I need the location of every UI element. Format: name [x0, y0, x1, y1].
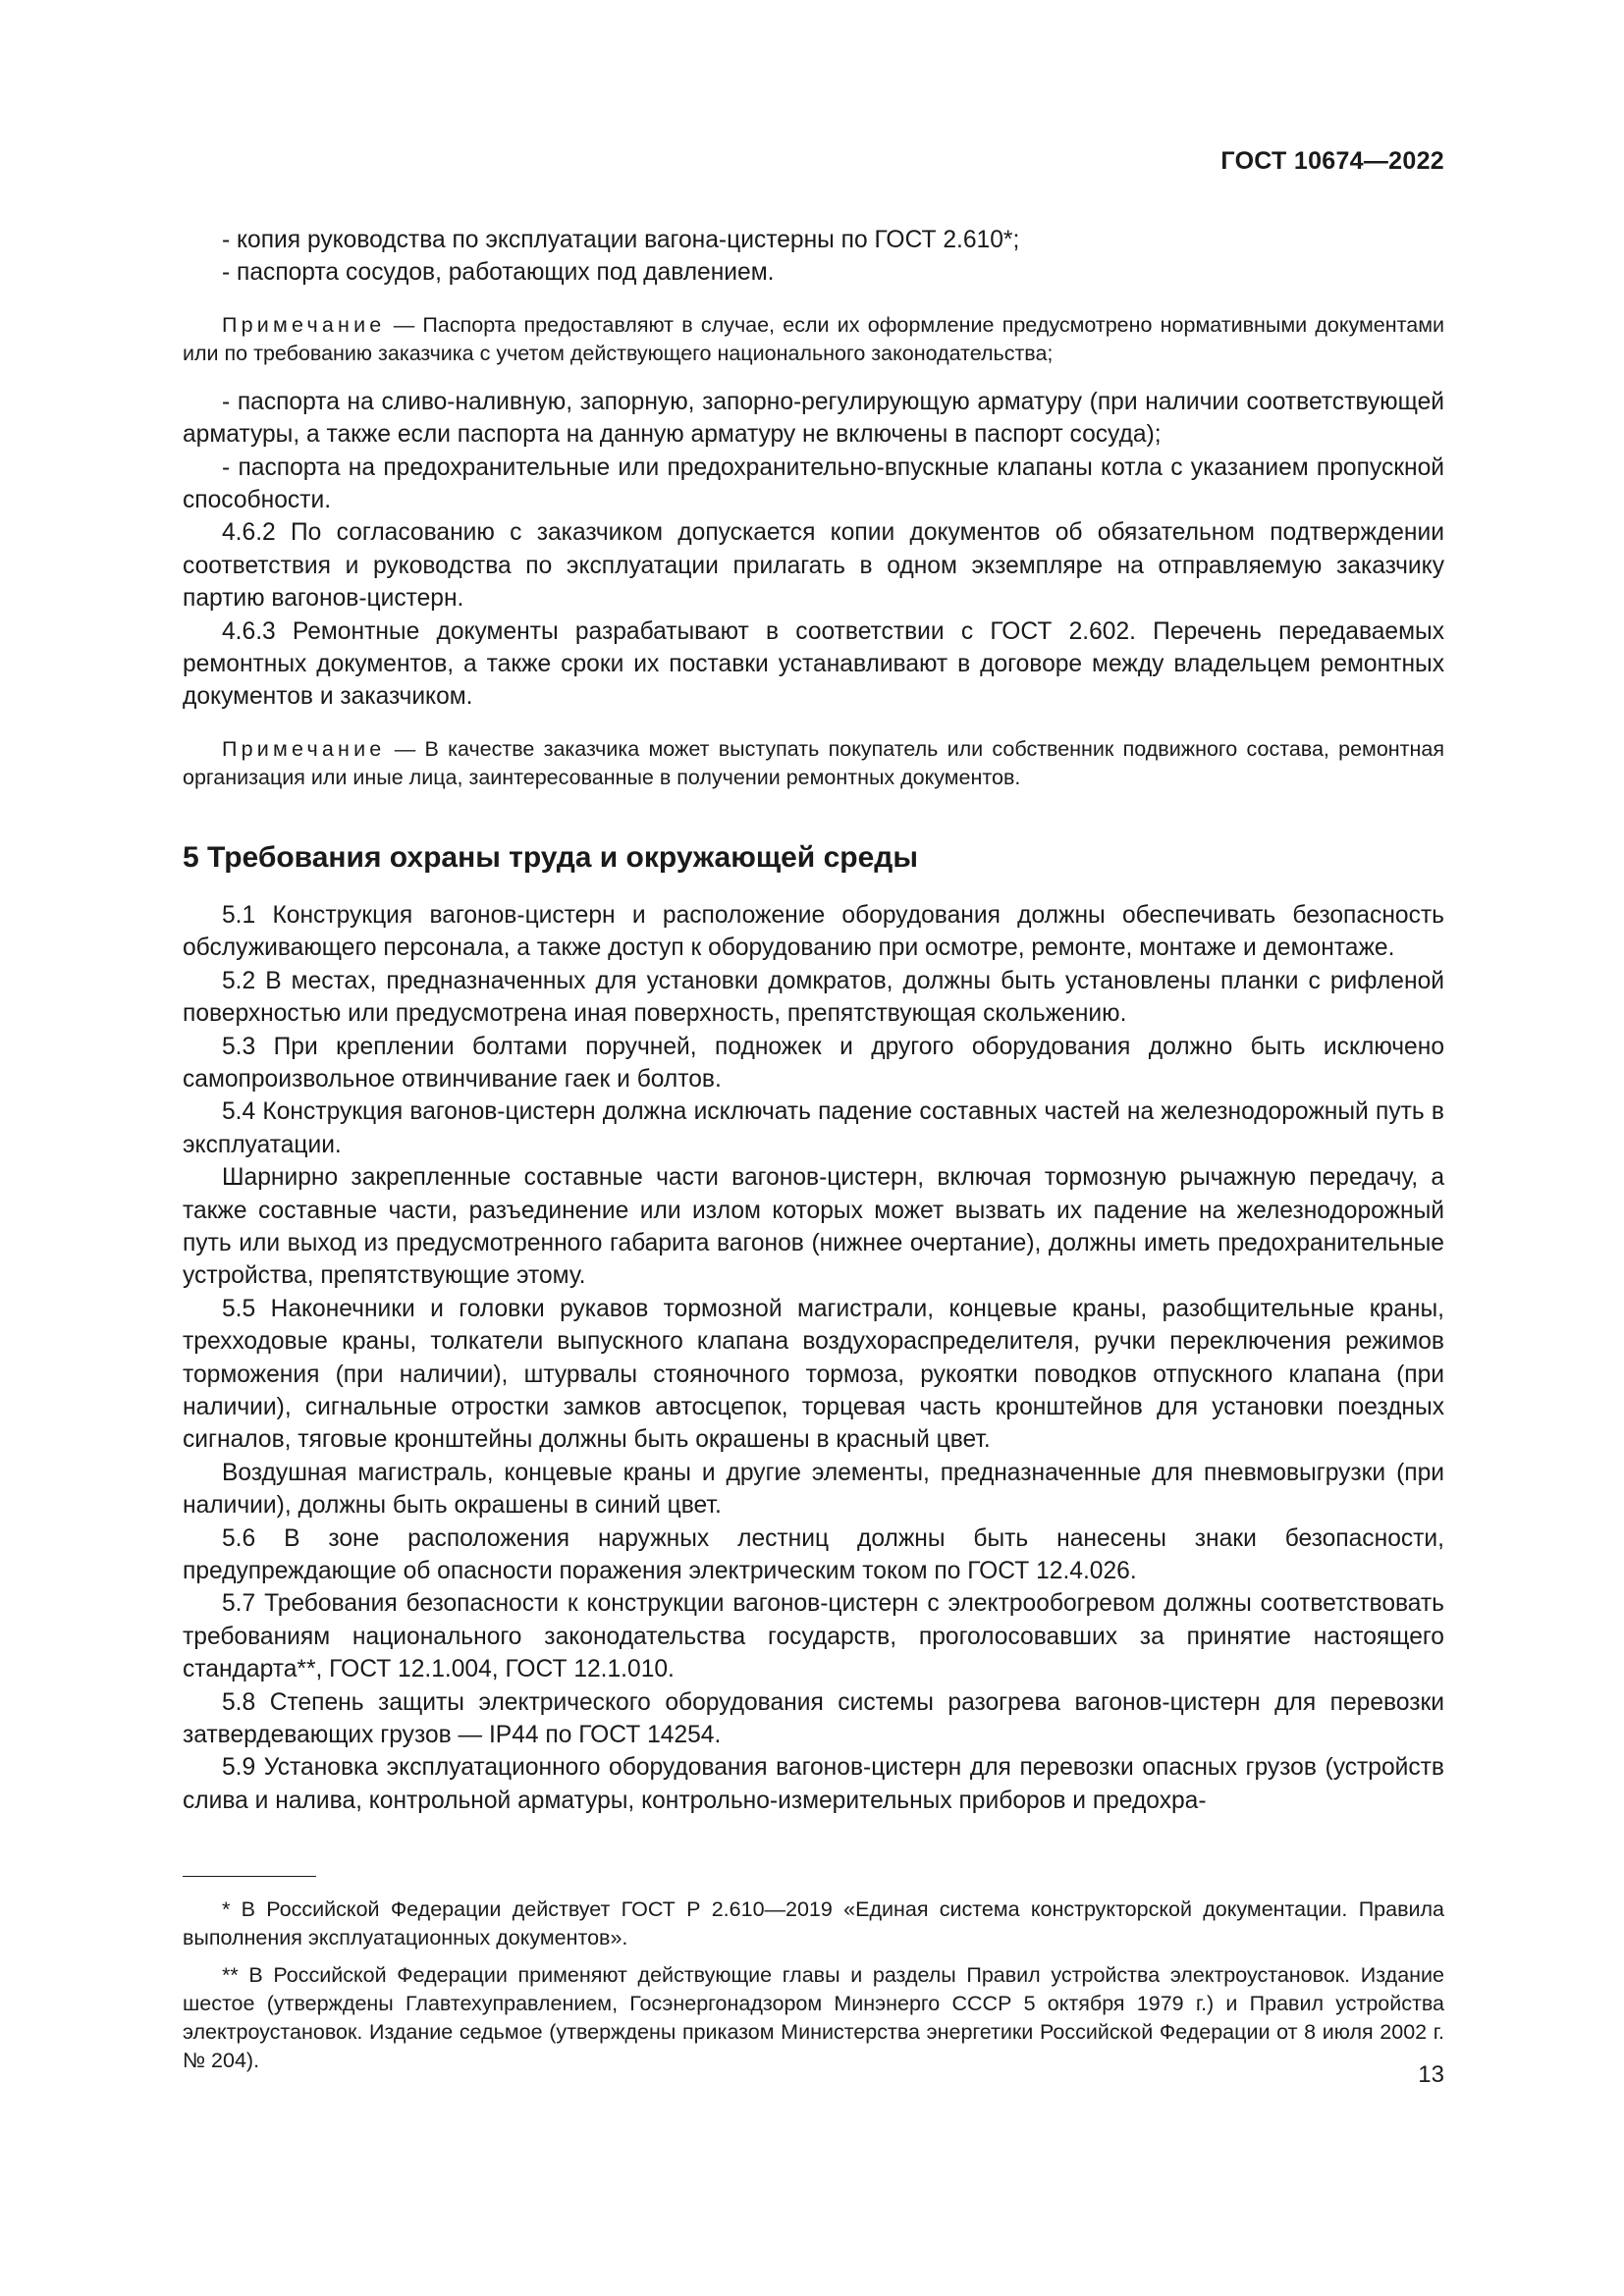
section-5-title: 5 Требования охраны труда и окружающей среды: [183, 840, 918, 874]
paragraph-5-5-cont: Воздушная магистраль, концевые краны и другие элементы, предназначенные для пневмовыгрузки (при наличии), должны быть окрашены в синий цвет.: [183, 1459, 1444, 1520]
list-item: - паспорта на предохранительные или предохранительно-впускные клапаны котла с указанием пропускной способности.: [183, 454, 1444, 514]
paragraph-4-6-2: 4.6.2 По согласованию с заказчиком допускается копии документов об обязательном подтверждении соответствия и руководства по эксплуатации прилагать в одном экземпляре на отправляемую заказчику партию вагонов-цистерн.: [183, 519, 1444, 613]
paragraph-5-4: 5.4 Конструкция вагонов-цистерн должна исключать падение составных частей на железнодорожный путь в эксплуатации.: [183, 1098, 1444, 1158]
paragraph-5-9: 5.9 Установка эксплуатационного оборудования вагонов-цистерн для перевозки опасных грузов (устройств слива и налива, контрольной арматуры, контрольно-измерительных приборов и предохра-: [183, 1754, 1444, 1814]
list-item: - копия руководства по эксплуатации вагона-цистерны по ГОСТ 2.610*;: [222, 227, 1020, 253]
paragraph-5-7: 5.7 Требования безопасности к конструкции вагонов-цистерн с электрообогревом должны соответствовать требованиям национального законодательства государств, проголосовавших за принятие настоящего стандарта**, ГОСТ 12.1.004, ГОСТ 12.1.010.: [183, 1590, 1444, 1683]
paragraph-5-2: 5.2 В местах, предназначенных для установки домкратов, должны быть установлены планки с рифленой поверхностью или предусмотрена иная поверхность, препятствующая скольжению.: [183, 967, 1444, 1028]
paragraph-5-5: 5.5 Наконечники и головки рукавов тормозной магистрали, концевые краны, разобщительные краны, трехходовые краны, толкатели выпускного клапана воздухораспределителя, ручки переключения режимов торможения (при наличии), штурвалы стояночного тормоза, рукоятки поводков отпускного клапана (при наличии), сигнальные отростки замков автосцепок, торцевая часть кронштейнов для установки поездных сигналов, тяговые кронштейны должны быть окрашены в красный цвет.: [183, 1295, 1444, 1454]
paragraph-5-4-cont: Шарнирно закрепленные составные части вагонов-цистерн, включая тормозную рычажную передачу, а также составные части, разъединение или излом которых может вызвать их падение на железнодорожный путь или выход из предусмотренного габарита вагонов (нижнее очертание), должны иметь предохранительные устройства, препятствующие этому.: [183, 1164, 1444, 1290]
footnotes: [183, 1876, 1444, 2084]
note-2: [183, 735, 1444, 792]
note-label: Примечание: [222, 312, 386, 337]
note-label: Примечание: [222, 736, 386, 761]
paragraph-4-6-3: 4.6.3 Ремонтные документы разрабатывают в соответствии с ГОСТ 2.602. Перечень передаваемых ремонтных документов, а также сроки их поставки устанавливают в договоре между владельцем ремонтных документов и заказчиком.: [183, 617, 1444, 711]
footnote-divider: [183, 1876, 316, 1877]
paragraph-5-8: 5.8 Степень защиты электрического оборудования системы разогрева вагонов-цистерн для перевозки затвердевающих грузов — IP44 по ГОСТ 14254.: [183, 1688, 1444, 1749]
note-1: [183, 311, 1444, 368]
page-number: 13: [1418, 2061, 1444, 2088]
footnote-1: * В Российской Федерации действует ГОСТ Р 2.610—2019 «Единая система конструкторской документации. Правила выполнения эксплуатационных документов».: [183, 1897, 1444, 1949]
note-text: — В качестве заказчика может выступать покупатель или собственник подвижного состава, ремонтная организация или иные лица, заинтересованные в получении ремонтных документов.: [183, 736, 1444, 789]
paragraph-5-6: 5.6 В зоне расположения наружных лестниц должны быть нанесены знаки безопасности, предупреждающие об опасности поражения электрическим током по ГОСТ 12.4.026.: [183, 1524, 1444, 1584]
paragraph-5-3: 5.3 При креплении болтами поручней, подножек и другого оборудования должно быть исключено самопроизвольное отвинчивание гаек и болтов.: [183, 1033, 1444, 1093]
footnote-2: ** В Российской Федерации применяют действующие главы и разделы Правил устройства электроустановок. Издание шестое (утверждены Главтехуправлением, Госэнергонадзором Минэнерго СССР 5 октября 1979 г.) и Правил устройства электроустановок. Издание седьмое (утверждены приказом Министерства энергетики Российской Федерации от 8 июля 2002 г. № 204).: [183, 1963, 1444, 2072]
standard-header: ГОСТ 10674—2022: [1220, 147, 1444, 175]
list-item: - паспорта сосудов, работающих под давлением.: [222, 259, 775, 287]
paragraph-5-1: 5.1 Конструкция вагонов-цистерн и расположение оборудования должны обеспечивать безопасность обслуживающего персонала, а также доступ к оборудованию при осмотре, ремонте, монтаже и демонтаже.: [183, 901, 1444, 962]
list-item: - паспорта на сливо-наливную, запорную, запорно-регулирующую арматуру (при наличии соответствующей арматуры, а также если паспорта на данную арматуру не включены в паспорт сосуда);: [183, 388, 1444, 449]
document-body: [183, 224, 1444, 1817]
note-text: — Паспорта предоставляют в случае, если их оформление предусмотрено нормативными документами или по требованию заказчика с учетом действующего национального законодательства;: [183, 312, 1444, 365]
